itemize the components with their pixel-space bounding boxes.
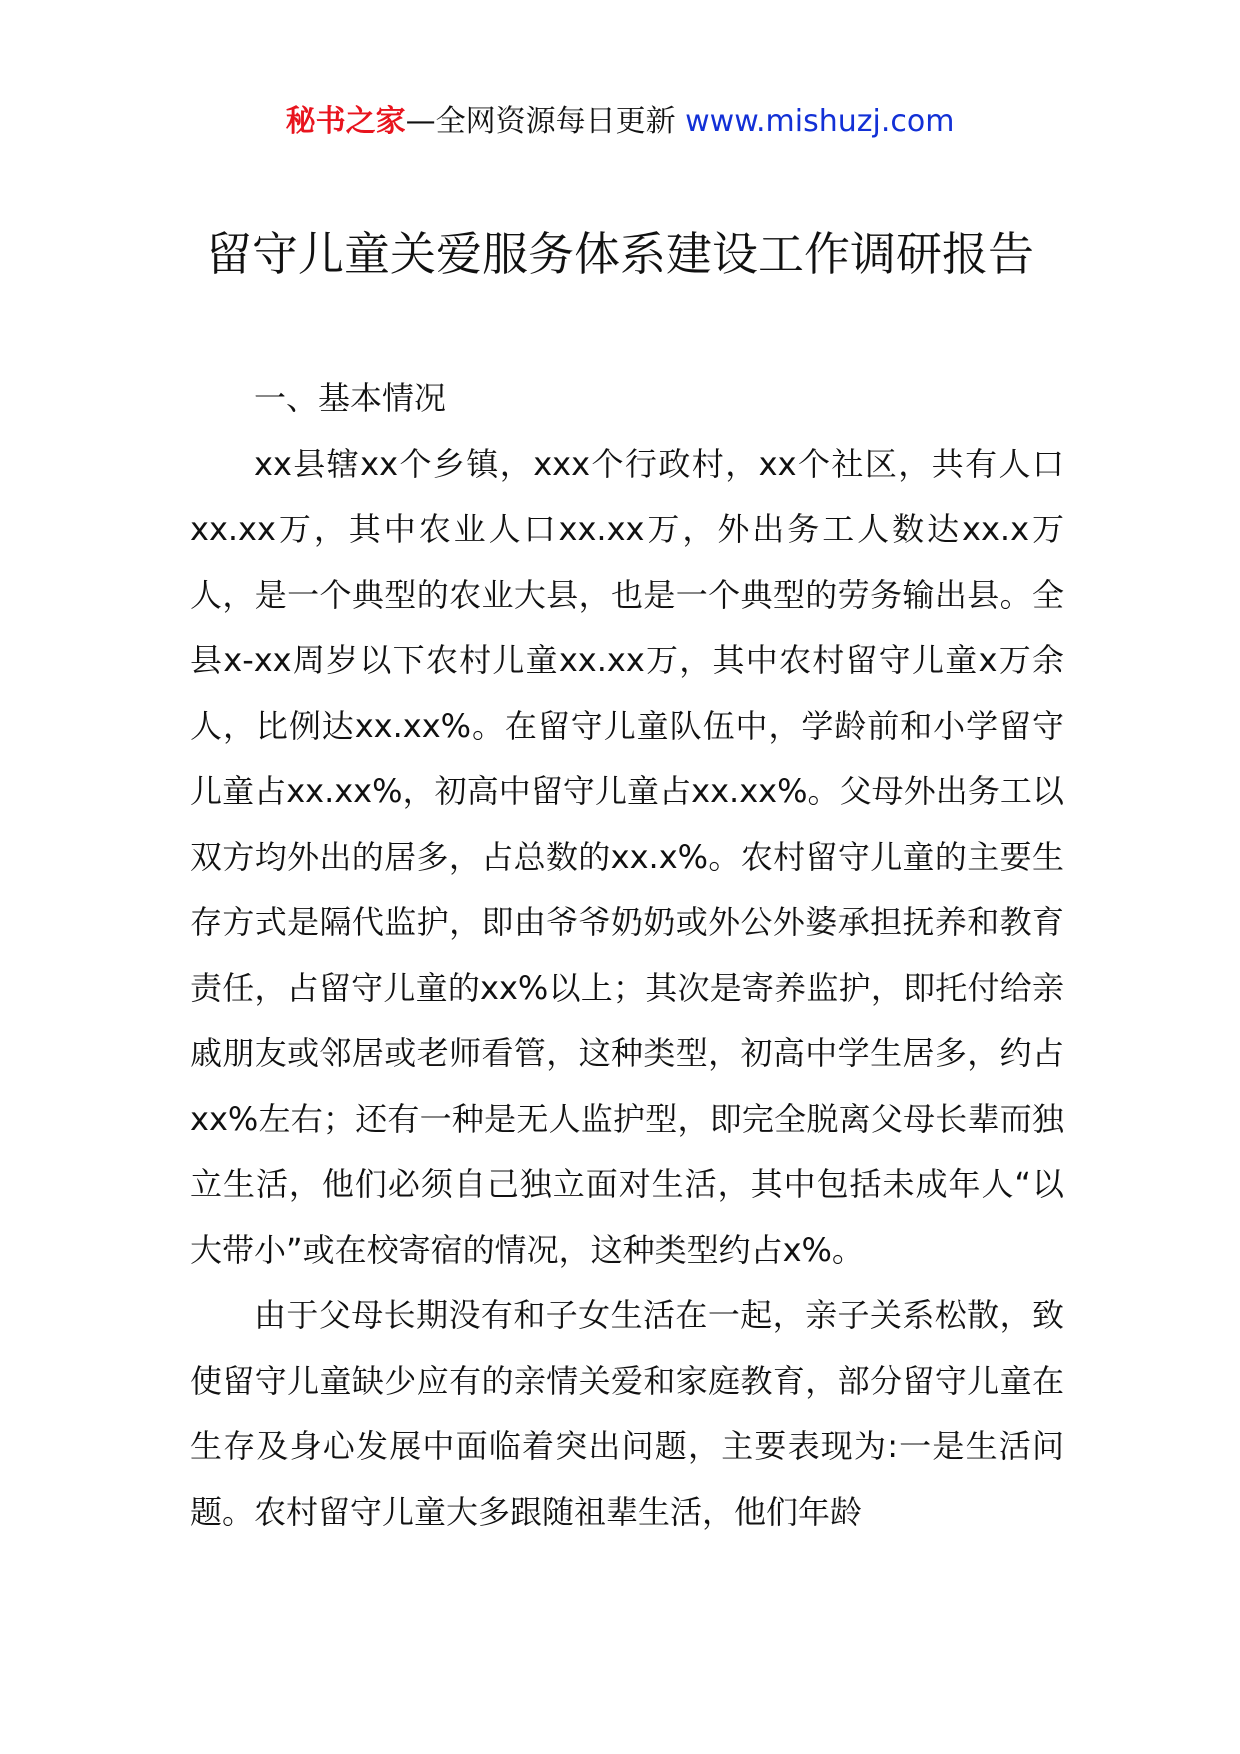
body-paragraph: xx县辖xx个乡镇，xxx个行政村，xx个社区，共有人口xx.xx万，其中农业人口xx.xx万，外出务工人数达xx.x万人，是一个典型的农业大县，也是一个典型的劳务输出县。全县x-xx周岁以下农村儿童xx.xx万，其中农村留守儿童x万余人，比例达xx.xx%。在留守儿童队伍中，学龄前和小学留守儿童占xx.xx%，初高中留守儿童占xx.xx%。父母外出务工以双方均外出的居多，占总数的xx.x%。农村留守儿童的主要生存方式是隔代监护，即由爷爷奶奶或外公外婆承担抚养和教育责任，占留守儿童的xx%以上；其次是寄养监护，即托付给亲戚朋友或邻居或老师看管，这种类型，初高中学生居多，约占xx%左右；还有一种是无人监护型，即完全脱离父母长辈而独立生活，他们必须自己独立面对生活，其中包括未成年人“以大带小”或在校寄宿的情况，这种类型约占x%。 bbox=[190, 444, 1064, 1269]
site-brand: 秘书之家 bbox=[285, 104, 406, 139]
body-paragraph: 由于父母长期没有和子女生活在一起，亲子关系松散，致使留守儿童缺少应有的亲情关爱和家庭教育，部分留守儿童在生存及身心发展中面临着突出问题，主要表现为:一是生活问题。农村留守儿童大多跟随祖辈生活，他们年龄 bbox=[190, 1296, 1064, 1531]
site-url-link[interactable]: www.mishuzj.com bbox=[685, 104, 955, 139]
document-title: 留守儿童关爱服务体系建设工作调研报告 bbox=[206, 227, 1034, 281]
site-header bbox=[0, 100, 1240, 144]
section-heading-basic-situation: 一、基本情况 bbox=[254, 379, 447, 417]
document-body bbox=[190, 366, 1064, 1545]
site-slogan: —全网资源每日更新 bbox=[405, 104, 676, 139]
